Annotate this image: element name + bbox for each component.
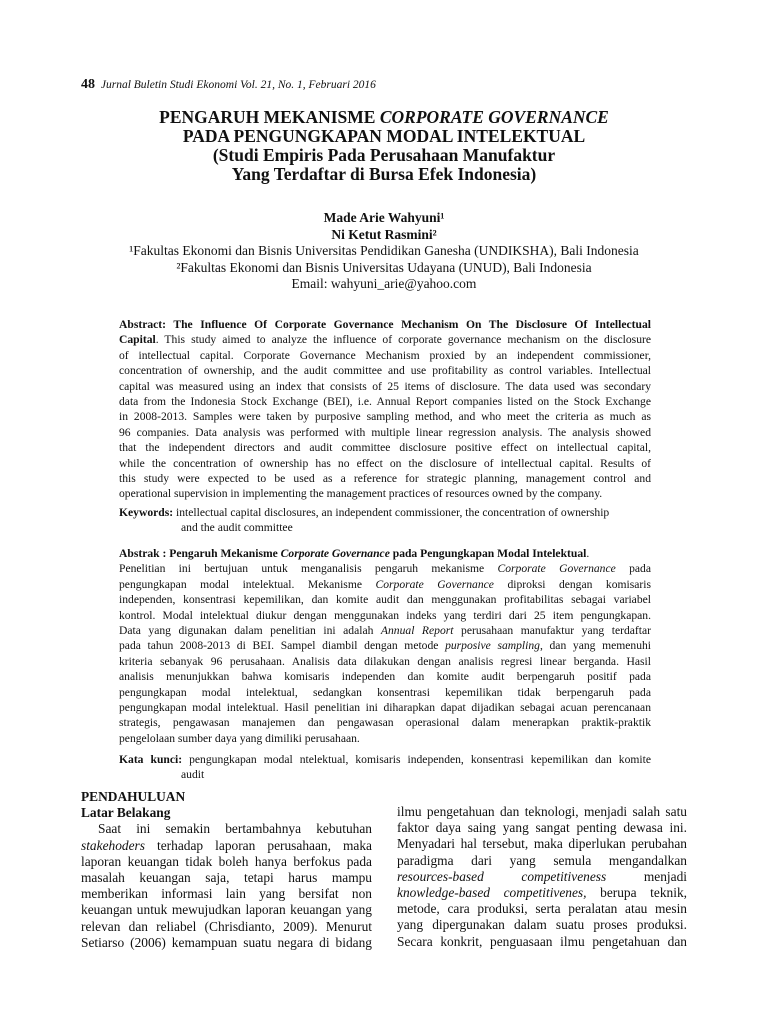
keywords-english xyxy=(119,505,651,536)
body-line: paradigma dari yang semula mengandalkan xyxy=(397,852,687,868)
kata-kunci-label: Kata kunci: xyxy=(119,753,183,766)
body-line: memberikan informasi lain yang bersifat non xyxy=(81,886,372,902)
title-line-2: PADA PENGUNGKAPAN MODAL INTELEKTUAL xyxy=(182,126,586,146)
body-line: Setiarso (2006) kemampuan suatu negara di bidang xyxy=(81,934,372,950)
body-column-left xyxy=(81,789,372,951)
abstrak-text: pada xyxy=(615,562,651,576)
abstrak-title-italic: Corporate Governance xyxy=(280,547,390,560)
abstrak-text: pengungkapan modal intelektual. Mekanisme xyxy=(119,577,376,591)
abstrak-line: kontrol. Modal intelektual diukur dengan menggunakan indeks yang terdiri dari 25 item pengungkapan. xyxy=(119,608,651,622)
title-italic-term: CORPORATE GOVERNANCE xyxy=(379,107,609,127)
abstract-en-title: Abstract: The Influence Of Corporate Governance Mechanism On The Disclosure Of Intellectual xyxy=(119,318,651,331)
body-italic: resources-based competitiveness xyxy=(397,868,607,884)
abstrak-line xyxy=(119,561,651,576)
author-name-2: Ni Ketut Rasmini² xyxy=(331,226,437,242)
abstrak-text: pada tahun 2008-2013 di BEI. Sampel diambil dengan metode xyxy=(119,639,446,653)
title-text: PENGARUH MEKANISME xyxy=(159,107,380,127)
abstract-line xyxy=(119,332,651,347)
body-text: berupa teknik, xyxy=(586,884,687,900)
abstrak-line: pengungkapan modal intelektual. Hasil penelitian ini diharapkan dapat dijadikan sebagai acuan perencanaan xyxy=(119,700,651,714)
abstrak-text: perusahaan manufaktur yang terdaftar xyxy=(453,623,651,637)
body-line: metode, cara produksi, serta peralatan atau mesin xyxy=(397,901,687,917)
body-line: Saat ini semakin bertambahnya kebutuhan xyxy=(98,821,372,837)
author-block xyxy=(80,210,688,293)
abstract-line xyxy=(119,317,651,332)
abstract-line: concentration of ownership, and the audit committee and use profitability as control variables. Intellectual xyxy=(119,364,651,378)
subsection-heading: Latar Belakang xyxy=(81,805,171,821)
affiliation-1: ¹Fakultas Ekonomi dan Bisnis Universitas Pendidikan Ganesha (UNDIKSHA), Bali Indonesia xyxy=(129,243,639,258)
abstract-line: in 2008-2013. Samples were taken by purposive sampling method, and who meet the criteria as much as xyxy=(119,410,651,424)
abstrak-italic: Annual Report xyxy=(380,623,454,637)
section-heading: PENDAHULUAN xyxy=(81,789,186,804)
abstrak-title: Abstrak : Pengaruh Mekanisme xyxy=(119,547,281,560)
abstrak-text: Data yang digunakan dalam penelitian ini adalah xyxy=(119,623,381,637)
body-line: Menyadari hal tersebut, maka diperlukan perubahan xyxy=(397,836,687,852)
abstrak-line: pengungkapan modal intelektual, sedangkan konsentrasi kepemilikan tidak berpengaruh pada xyxy=(119,685,651,699)
keywords-label: Keywords: xyxy=(119,506,174,519)
body-line: faktor daya saing yang sangat penting dewasa ini. xyxy=(397,820,687,836)
keywords-indonesian xyxy=(119,752,651,783)
abstrak-text: diproksi dengan komisaris xyxy=(493,577,651,591)
abstrak-period: . xyxy=(586,547,590,560)
body-italic: knowledge-based competitivenes, xyxy=(397,884,587,900)
title-line-4: Yang Terdaftar di Bursa Efek Indonesia) xyxy=(231,164,537,184)
abstrak-line xyxy=(119,638,651,653)
body-line xyxy=(397,869,687,885)
title-line-1 xyxy=(80,108,688,127)
abstract-line: 96 companies. Data analysis was performed with multiple linear regression analysis. The analysis showed xyxy=(119,425,651,439)
body-text: terhadap laporan perusahaan, maka xyxy=(144,837,372,853)
abstract-line: that the independent directors and audit committee disclosure positive effect on intellectual capital, xyxy=(119,441,651,455)
body-italic: stakehoders xyxy=(81,837,145,853)
kata-kunci-line: audit xyxy=(181,768,205,782)
author-email: Email: wahyuni_arie@yahoo.com xyxy=(291,276,477,291)
abstract-en-title-end: Capital xyxy=(119,333,156,347)
author-name-1: Made Arie Wahyuni¹ xyxy=(323,210,445,225)
abstrak-line: kriteria sebanyak 96 perusahaan. Analisis data dilakukan dengan analisis regresi linear berganda. Hasil xyxy=(119,654,651,668)
kata-kunci-line xyxy=(119,752,651,767)
abstrak-line xyxy=(119,577,651,592)
abstract-line: capital was measured using an index that consists of 25 items of disclosure. The data used was secondary xyxy=(119,379,651,393)
body-line: ilmu pengetahuan dan teknologi, menjadi salah satu xyxy=(397,804,687,819)
kata-kunci-text: pengungkapan modal ntelektual, komisaris independen, konsentrasi kepemilikan dan komite xyxy=(182,753,651,766)
body-line: laporan keuangan tidak boleh hanya berfokus pada xyxy=(81,853,372,869)
abstrak-line xyxy=(119,546,651,561)
article-title xyxy=(80,108,688,184)
abstract-line: data from the Indonesia Stock Exchange (BEI), i.e. Annual Report companies listed on the Stock Exchange xyxy=(119,394,651,408)
title-line-3: (Studi Empiris Pada Perusahaan Manufaktur xyxy=(212,145,556,165)
body-line: masalah keuangan saja, tetapi harus mampu xyxy=(81,869,372,885)
affiliation-2: ²Fakultas Ekonomi dan Bisnis Universitas Udayana (UNUD), Bali Indonesia xyxy=(176,259,592,275)
body-line: yang dipergunakan dalam suatu proses produksi. xyxy=(397,917,687,933)
running-head xyxy=(81,77,376,93)
abstrak-italic: purposive sampling xyxy=(445,639,540,653)
abstract-text: . This study aimed to analyze the influence of corporate governance mechanism on the disclosure xyxy=(155,333,651,347)
abstrak-line: strategis, pengawasan manajemen dan pengawasan operasional dalam menerapkan praktik-praktik xyxy=(119,716,651,730)
keywords-line: and the audit committee xyxy=(181,521,293,535)
body-text: menjadi xyxy=(606,868,687,884)
abstrak-line xyxy=(119,623,651,638)
abstract-line: this study were expected to be used as a reference for strategic planning, management control and xyxy=(119,471,651,485)
keywords-text: intellectual capital disclosures, an independent commissioner, the concentration of ownership xyxy=(173,506,610,519)
abstract-line: while the concentration of ownership has no effect on the disclosure of intellectual capital. Results of xyxy=(119,456,651,470)
abstract-line: operational supervision in implementing the management practices of resources owned by the company. xyxy=(119,487,603,501)
abstract-english xyxy=(119,317,651,502)
keywords-line xyxy=(119,505,651,520)
abstrak-title-end: pada Pengungkapan Modal Intelektual xyxy=(389,547,587,560)
abstract-line: of intellectual capital. Corporate Governance Mechanism proxied by an independent commissioner, xyxy=(119,348,651,362)
body-line: keuangan untuk mewujudkan laporan keuangan yang xyxy=(81,902,372,918)
abstrak-line: pengelolaan sumber daya yang dimiliki perusahaan. xyxy=(119,731,360,745)
journal-citation: Jurnal Buletin Studi Ekonomi Vol. 21, No. 1, Februari 2016 xyxy=(100,79,376,91)
abstrak-line: analisis menunjukkan bahwa komisaris independen dan komite audit berpengaruh positif pada xyxy=(119,670,651,684)
abstrak-line: independen, konsentrasi kepemilikan, dan komite audit dan menggunakan profitabilitas sebagai variabel xyxy=(119,593,651,607)
abstract-indonesian xyxy=(119,546,651,746)
body-line xyxy=(81,838,372,854)
body-line: Secara konkrit, penguasaan ilmu pengetahuan dan xyxy=(397,933,687,949)
body-column-right xyxy=(397,804,687,950)
abstrak-text: , dan yang memenuhi xyxy=(539,639,652,653)
body-line xyxy=(397,885,687,901)
abstrak-italic: Corporate Governance xyxy=(497,562,616,576)
body-line: relevan dan reliabel (Chrisdianto, 2009). Menurut xyxy=(81,918,372,934)
page-number: 48 xyxy=(81,77,95,92)
abstrak-italic: Corporate Governance xyxy=(375,577,494,591)
abstrak-text: Penelitian ini bertujuan untuk menganalisis pengaruh mekanisme xyxy=(119,562,498,576)
